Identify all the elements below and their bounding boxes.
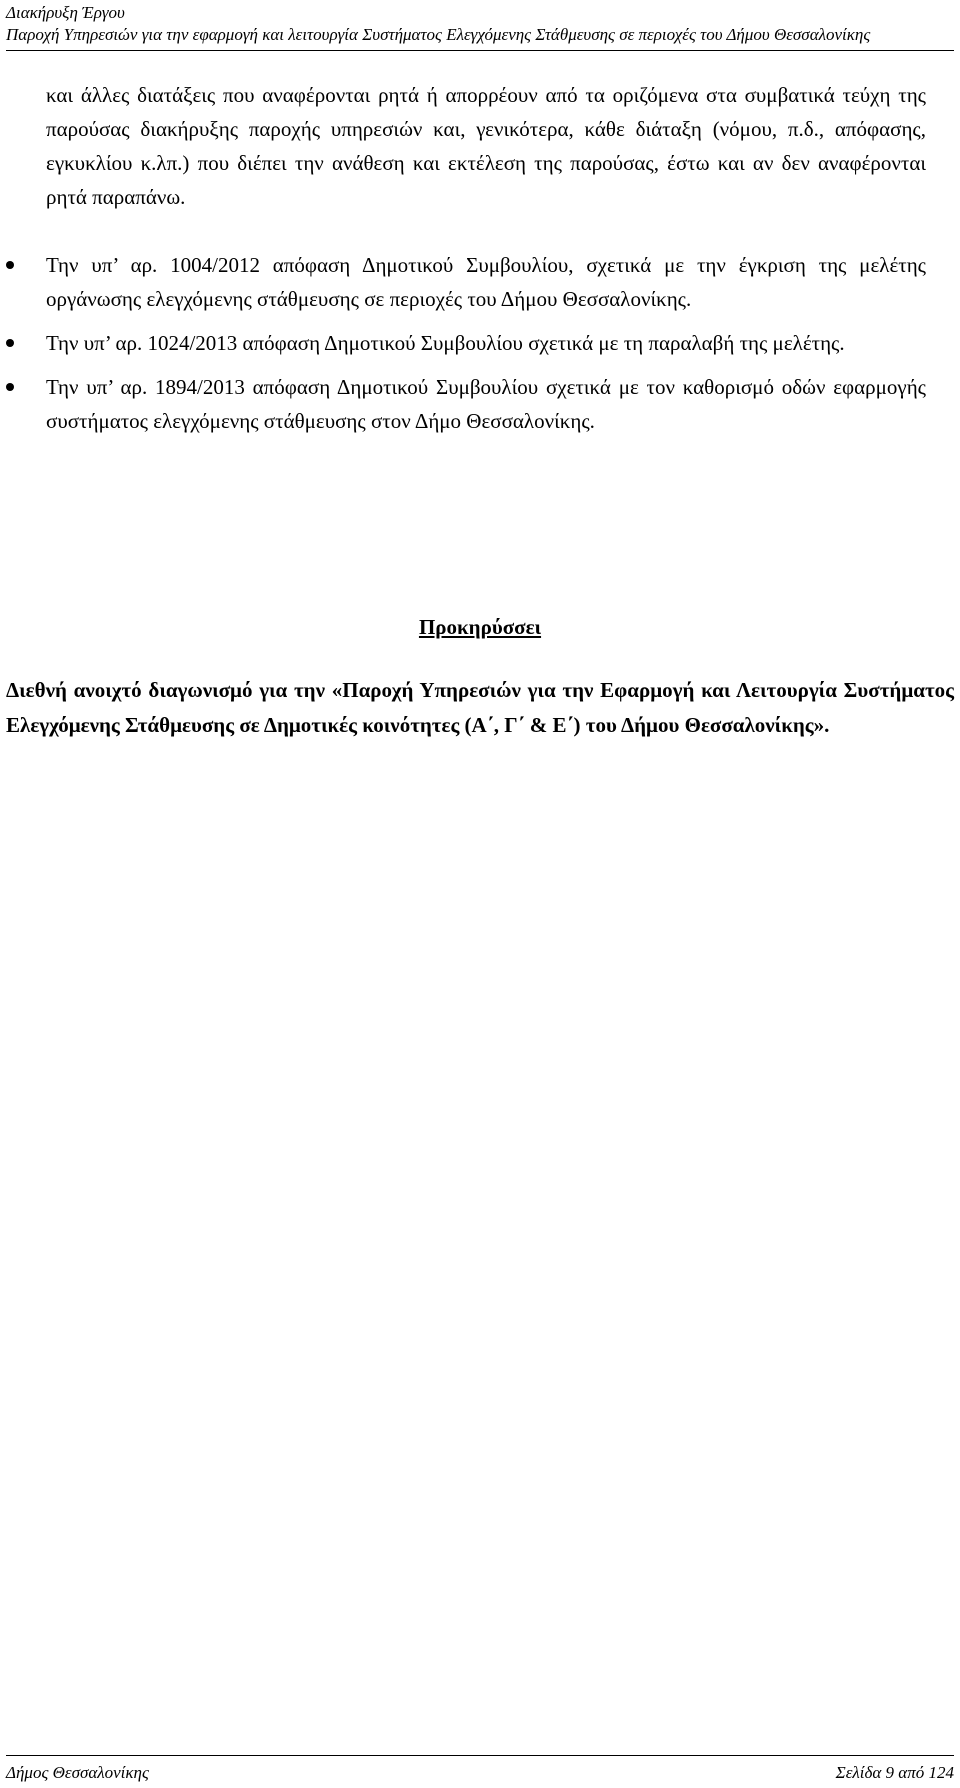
list-item-text: Την υπ’ αρ. 1004/2012 απόφαση Δημοτικού Συμβουλίου, σχετικά με την έγκριση της μελέτης οργάνωσης ελεγχόμενης στάθμευσης σε περιοχές του Δήμου Θεσσαλονίκης. — [46, 253, 926, 311]
list-item — [46, 370, 926, 438]
bullet-icon — [6, 261, 14, 269]
header-title: Διακήρυξη Έργου — [6, 3, 125, 22]
bullet-list — [46, 248, 926, 438]
bullet-icon — [6, 339, 14, 347]
bullet-icon — [6, 383, 14, 391]
page-footer — [6, 1755, 954, 1784]
announce-heading: Προκηρύσσει — [418, 615, 542, 639]
tender-title: Διεθνή ανοιχτό διαγωνισμό για την «Παροχή Υπηρεσιών για την Εφαρμογή και Λειτουργία Συστήματος Ελεγχόμενης Στάθμευσης σε Δημοτικές κοινότητες (Α΄, Γ΄ & Ε΄) του Δήμου Θεσσαλονίκης». — [6, 678, 954, 737]
list-item-text: Την υπ’ αρ. 1894/2013 απόφαση Δημοτικού Συμβουλίου σχετικά με τον καθορισμό οδών εφαρμογής συστήματος ελεγχόμενης στάθμευσης στον Δήμο Θεσσαλονίκης. — [46, 375, 926, 433]
page-header — [6, 2, 954, 51]
intro-paragraph: και άλλες διατάξεις που αναφέρονται ρητά ή απορρέουν από τα οριζόμενα στα συμβατικά τεύχη της παρούσας διακήρυξης παροχής υπηρεσιών και, γενικότερα, κάθε διάταξη (νόμου, π.δ., απόφασης, εγκυκλίου κ.λπ.) που διέπει την ανάθεση και εκτέλεση της παρούσας, έστω και αν δεν αναφέρονται ρητά παραπάνω. — [46, 83, 926, 209]
list-item — [46, 248, 926, 316]
list-item — [46, 326, 926, 360]
page-number: Σελίδα 9 από 124 — [835, 1763, 954, 1782]
header-subtitle: Παροχή Υπηρεσιών για την εφαρμογή και λειτουργία Συστήματος Ελεγχόμενης Στάθμευσης σε περιοχές του Δήμου Θεσσαλονίκης — [6, 25, 871, 44]
footer-organization: Δήμος Θεσσαλονίκης — [6, 1763, 149, 1782]
list-item-text: Την υπ’ αρ. 1024/2013 απόφαση Δημοτικού Συμβουλίου σχετικά με τη παραλαβή της μελέτης. — [46, 331, 845, 355]
